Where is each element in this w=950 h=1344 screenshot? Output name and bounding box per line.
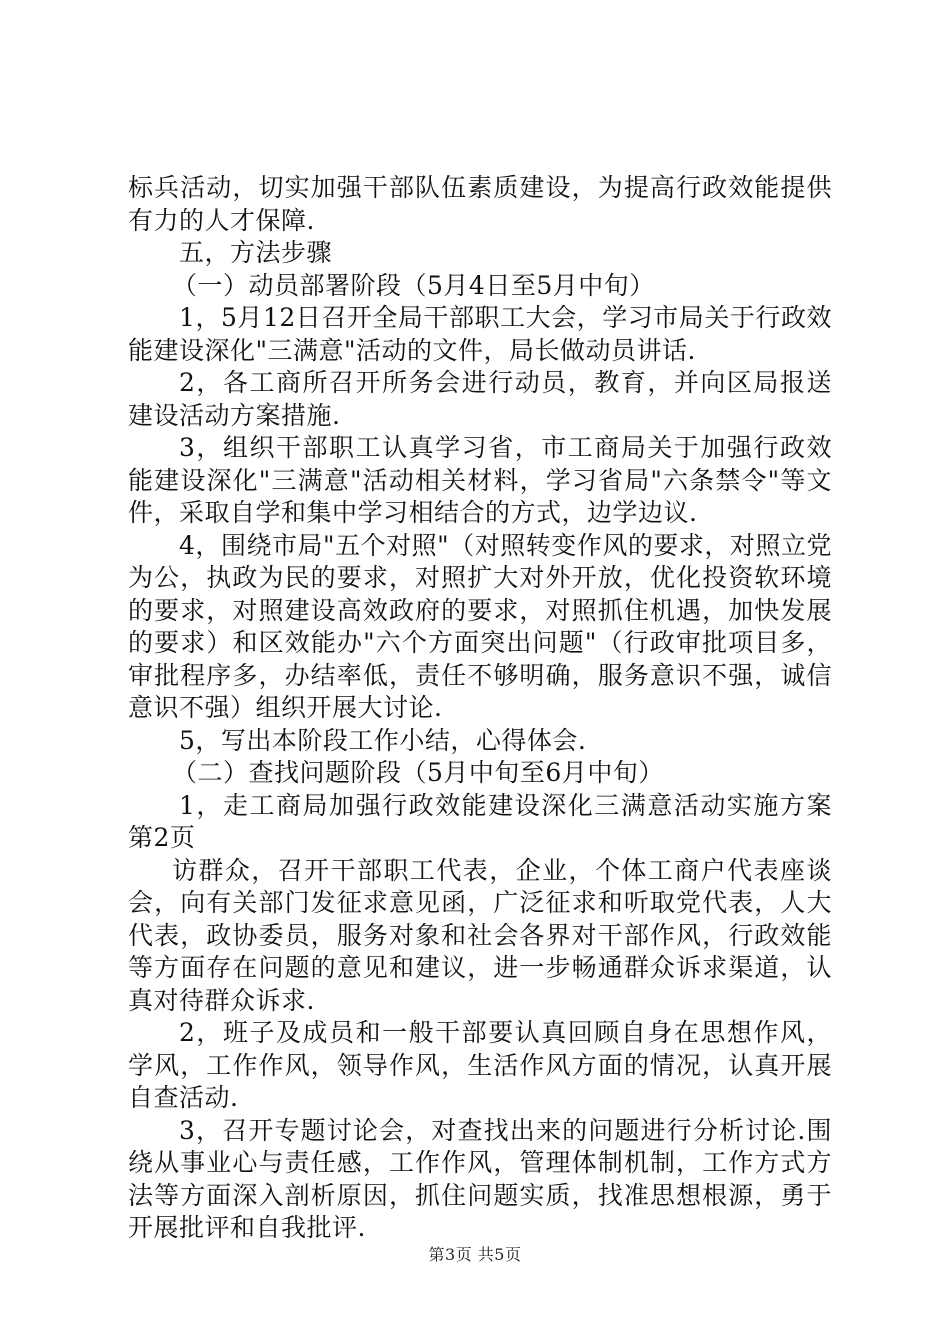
paragraph-item-2: 2，各工商所召开所务会进行动员，教育，并向区局报送建设活动方案措施. (128, 368, 832, 430)
page-footer: 第3页 共5页 (428, 1245, 522, 1264)
paragraph-stage2-item-1-continued: 访群众，召开干部职工代表，企业，个体工商户代表座谈会，向有关部门发征求意见函，广泛征求和听取党代表，人大代表，政协委员，服务对象和社会各界对干部作风，行政效能等方面存在问题的意见和建议，进一步畅通群众诉求渠道，认真对待群众诉求. (128, 855, 832, 1015)
paragraph-stage2-item-2: 2，班子及成员和一般干部要认真回顾自身在思想作风，学风，工作作风，领导作风，生活作风方面的情况，认真开展自查活动. (128, 1018, 832, 1112)
paragraph-item-1: 1，5月12日召开全局干部职工大会，学习市局关于行政效能建设深化"三满意"活动的文件，局长做动员讲话. (128, 303, 832, 365)
paragraph-intro-tail: 标兵活动，切实加强干部队伍素质建设，为提高行政效能提供有力的人才保障. (128, 173, 832, 235)
stage-heading-problem-finding: （二）查找问题阶段（5月中旬至6月中旬） (172, 758, 664, 787)
document-body (128, 172, 832, 1245)
paragraph-item-5: 5，写出本阶段工作小结，心得体会. (179, 725, 587, 755)
paragraph-item-4: 4，围绕市局"五个对照"（对照转变作风的要求，对照立党为公，执政为民的要求，对照扩大对外开放，优化投资软环境的要求，对照建设高效政府的要求，对照抓住机遇，加快发展的要求）和区效能办"六个方面突出问题"（行政审批项目多，审批程序多，办结率低，责任不够明确，服务意识不强，诚信意识不强）组织开展大讨论. (128, 530, 832, 722)
paragraph-stage2-item-3: 3，召开专题讨论会，对查找出来的问题进行分析讨论.围绕从事业心与责任感，工作作风，管理体制机制，工作方式方法等方面深入剖析原因，抓住问题实质，找准思想根源，勇于开展批评和自我批评. (128, 1115, 832, 1242)
stage-heading-mobilization: （一）动员部署阶段（5月4日至5月中旬） (172, 270, 655, 300)
paragraph-item-3: 3，组织干部职工认真学习省，市工商局关于加强行政效能建设深化"三满意"活动相关材料，学习省局"六条禁令"等文件，采取自学和集中学习相结合的方式，边学边议. (128, 433, 832, 527)
section-heading-methods: 五，方法步骤 (179, 238, 333, 267)
paragraph-stage2-item-1: 1，走工商局加强行政效能建设深化三满意活动实施方案第2页 (128, 790, 832, 852)
